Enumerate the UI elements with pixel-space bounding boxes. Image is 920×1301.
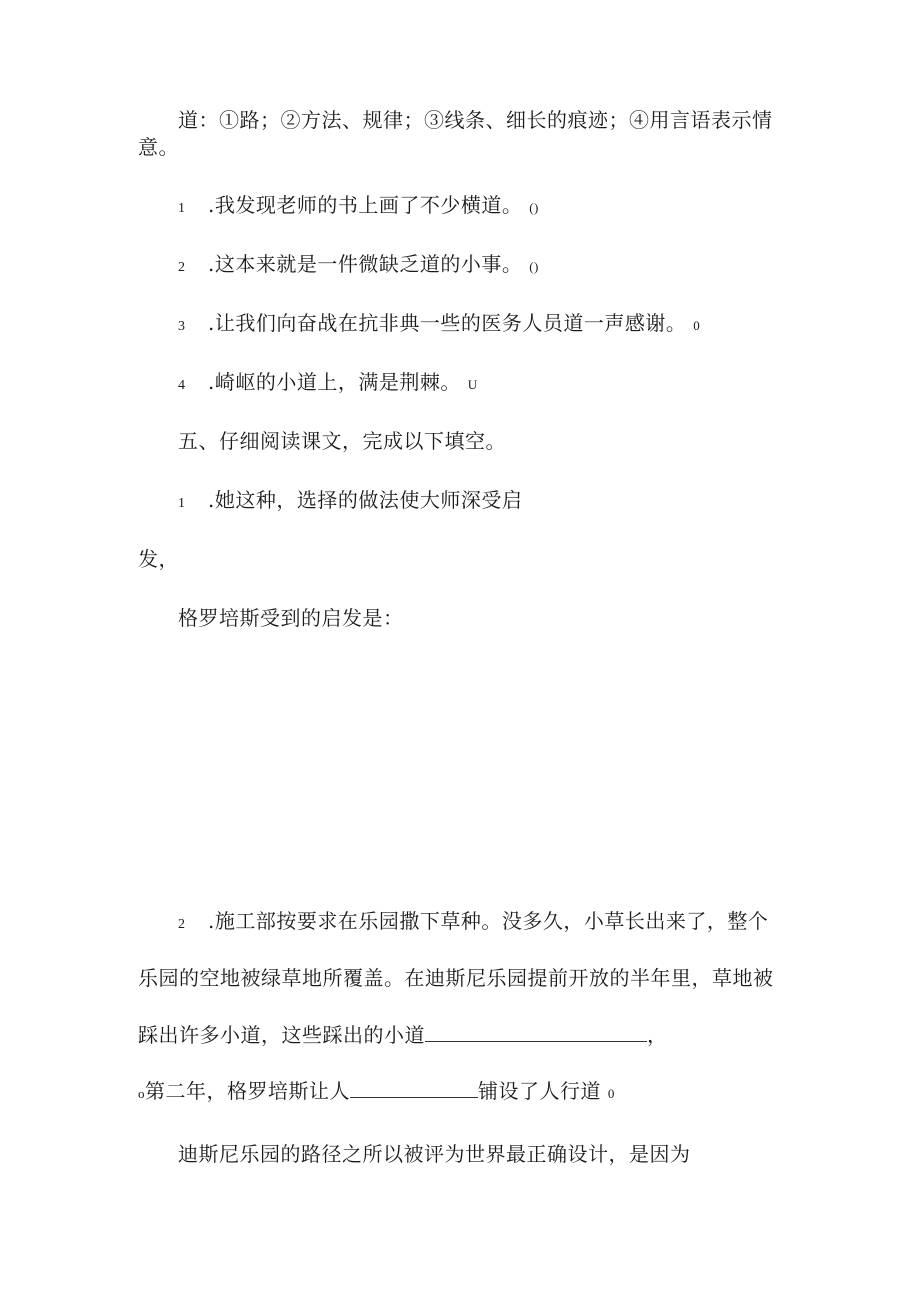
section-heading bbox=[178, 429, 506, 453]
list-item bbox=[178, 311, 700, 339]
question-1-line-2 bbox=[138, 547, 179, 571]
item-text: .崎岖的小道上，满是荆棘。 bbox=[208, 370, 461, 394]
question-text: 迪斯尼乐园的路径之所以被评为世界最正确设计，是因为 bbox=[178, 1142, 691, 1166]
question-2-line-1 bbox=[178, 909, 768, 937]
question-1-line-3 bbox=[178, 606, 404, 630]
list-item bbox=[178, 252, 539, 280]
question-text: .她这种，选择的做法使大师深受启 bbox=[208, 488, 523, 512]
definition-text-1: 道：①路；②方法、规律；③线条、细长的痕迹；④用言语表示情 bbox=[178, 108, 773, 132]
fill-blank[interactable] bbox=[350, 1079, 478, 1098]
list-item bbox=[178, 193, 539, 221]
item-text: .这本来就是一件微缺乏道的小事。 bbox=[208, 252, 523, 276]
question-2-line-4 bbox=[138, 1079, 615, 1106]
question-1-line-1 bbox=[178, 488, 522, 516]
definition-line-1 bbox=[178, 108, 773, 132]
item-number: 2 bbox=[178, 917, 186, 932]
question-2-line-2 bbox=[138, 966, 774, 990]
question-text: 踩出许多小道，这些踩出的小道 bbox=[138, 1023, 425, 1047]
question-text: 铺设了人行道 bbox=[478, 1079, 601, 1103]
question-text: ， bbox=[647, 1023, 668, 1047]
item-number: 4 bbox=[178, 378, 186, 393]
question-text: .施工部按要求在乐园撒下草种。没多久，小草长出来了，整个 bbox=[208, 909, 769, 933]
question-2-line-3 bbox=[138, 1023, 668, 1047]
list-item bbox=[178, 370, 478, 398]
question-text: 乐园的空地被绿草地所覆盖。在迪斯尼乐园提前开放的半年里，草地被 bbox=[138, 966, 774, 990]
answer-bracket[interactable]: U bbox=[467, 377, 478, 392]
question-text: 第二年，格罗培斯让人 bbox=[145, 1079, 350, 1103]
stray-mark: 0 bbox=[607, 1086, 615, 1101]
item-number: 1 bbox=[178, 201, 186, 216]
answer-bracket[interactable]: () bbox=[529, 200, 539, 215]
question-text: 格罗培斯受到的启发是： bbox=[178, 606, 404, 630]
question-2-line-5 bbox=[178, 1142, 691, 1166]
item-number: 1 bbox=[178, 496, 186, 511]
stray-mark: o bbox=[138, 1086, 145, 1101]
item-text: .我发现老师的书上画了不少横道。 bbox=[208, 193, 523, 217]
item-number: 2 bbox=[178, 260, 186, 275]
definition-text-2: 意。 bbox=[138, 135, 179, 159]
item-number: 3 bbox=[178, 319, 186, 334]
definition-line-2 bbox=[138, 135, 179, 159]
item-text: .让我们向奋战在抗非典一些的医务人员道一声感谢。 bbox=[208, 311, 687, 335]
question-text: 发， bbox=[138, 547, 179, 571]
section-heading-text: 五、仔细阅读课文，完成以下填空。 bbox=[178, 429, 506, 453]
fill-blank[interactable] bbox=[425, 1023, 647, 1042]
answer-bracket[interactable]: () bbox=[529, 259, 539, 274]
answer-bracket[interactable]: 0 bbox=[693, 318, 701, 333]
answer-area[interactable] bbox=[138, 640, 778, 880]
